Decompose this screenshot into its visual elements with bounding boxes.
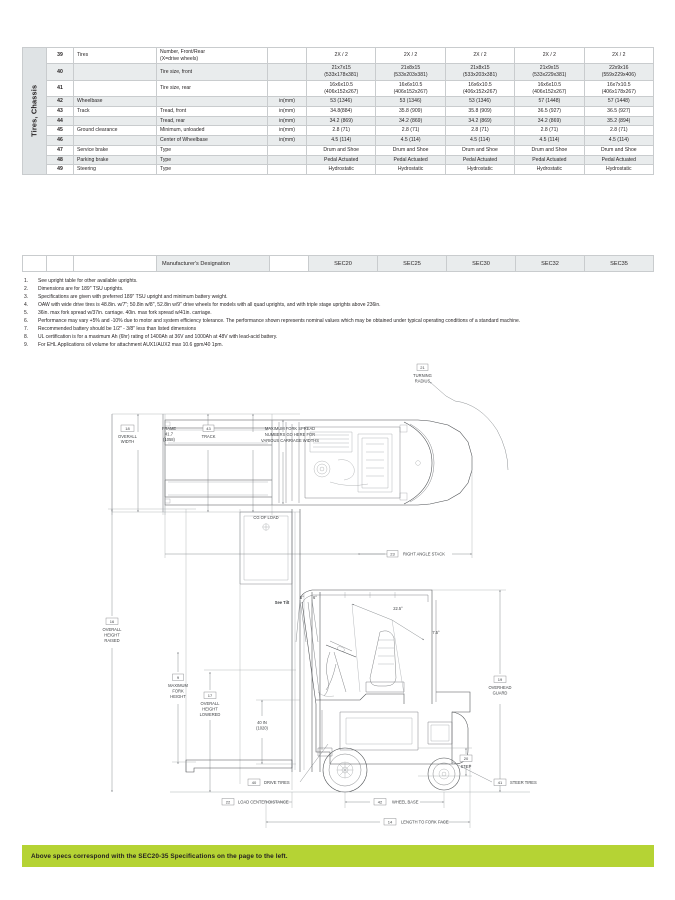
footnote-item: [24, 302, 642, 309]
row-value: 2.8 (71): [445, 126, 514, 136]
overall-width-num: 18: [125, 426, 130, 431]
footnote-number: 3.: [24, 293, 29, 300]
footnote-number: 1.: [24, 278, 29, 284]
manufacturer-designation-container: [22, 255, 654, 272]
row-value: 53 (1346): [307, 97, 376, 107]
row-number: 44: [47, 116, 74, 126]
ohl-line2: HEIGHT: [202, 706, 218, 712]
table-row: [23, 97, 654, 107]
footnote-number: 9.: [24, 341, 29, 348]
height-40in-line1: 40 IN: [257, 720, 267, 725]
row-unit: [268, 64, 307, 80]
row-unit: in(mm): [268, 107, 307, 117]
row-value: 34.2 (869): [515, 116, 584, 126]
row-value: Hydrostatic: [307, 165, 376, 175]
row-value: 21x9x15 (533x229x381): [515, 64, 584, 80]
row-unit: [268, 165, 307, 175]
row-value: 2.8 (71): [376, 126, 445, 136]
table-row: [23, 48, 654, 64]
row-value: 2X / 2: [515, 48, 584, 64]
row-value: 16x6x10.5 (406x152x267): [376, 80, 445, 96]
footnote-number: 7.: [24, 325, 29, 332]
manufacturer-designation-table: [22, 255, 654, 272]
row-label-secondary: Type: [157, 145, 268, 155]
row-value: 2X / 2: [445, 48, 514, 64]
category-label: Tires, Chassis: [29, 84, 39, 138]
row-number: 43: [47, 107, 74, 117]
row-value: 35.8 (909): [445, 107, 514, 117]
footnote-text: Performance may vary +5% and -10% due to motor and system efficiency tolerance. The performance shown represents nominal values which may be obtained under typical operating conditions of a standard machine.: [38, 317, 521, 324]
row-unit: in(mm): [268, 136, 307, 146]
row-value: 4.5 (114): [445, 136, 514, 146]
row-label-primary: Steering: [74, 165, 157, 175]
footnotes-list: [24, 278, 642, 350]
ohr-line3: RAISED: [104, 638, 120, 643]
row-value: 21x7x15 (533x178x381): [307, 64, 376, 80]
row-value: 36.5 (927): [515, 107, 584, 117]
row-number: 48: [47, 155, 74, 165]
row-label-primary: Service brake: [74, 145, 157, 155]
steer-tires-label: STEER TIRES: [510, 780, 537, 786]
row-value: Drum and Shoe: [376, 145, 445, 155]
row-value: 16x6x10.5 (406x152x267): [515, 80, 584, 96]
height-40in-line2: (1020): [256, 725, 268, 731]
row-number: 41: [47, 80, 74, 96]
load-center-label: LOAD CENTER DISTANCE: [238, 799, 289, 805]
footnote-text: Specifications are given with preferred 189" TSU upright and minimum battery weight.: [38, 293, 228, 300]
footnote-text: 36in. max fork spread w/37in. carriage. 40in. max fork spread w/41in. carriage.: [38, 309, 212, 316]
cat-blank: [23, 256, 47, 272]
technical-drawings: [0, 352, 675, 842]
angle-a-label: 22.5°: [393, 606, 403, 611]
top-view-dimensions: [112, 382, 508, 558]
angle-b-label: 7.5°: [432, 630, 440, 635]
manufacturer-designation-row: [23, 256, 654, 272]
category-cell: [23, 48, 47, 175]
footnote-item: [24, 278, 642, 285]
mfh-num: 9: [176, 675, 180, 680]
row-value: 16x7x10.5 (406x178x267): [584, 80, 653, 96]
track-num: 43: [206, 426, 211, 431]
turning-radius-line1: TURNING: [413, 373, 432, 378]
right-angle-stack-label: RIGHT ANGLE STACK: [403, 551, 445, 557]
footnote-text: Recommended battery should be 1/2" - 3/8" less than listed dimensions: [38, 325, 197, 332]
table-row: [23, 155, 654, 165]
footer-banner: [22, 845, 654, 867]
row-number: 45: [47, 126, 74, 136]
row-label-secondary: Type: [157, 165, 268, 175]
load-center-num: 22: [225, 799, 231, 805]
ohr-line2: HEIGHT: [104, 632, 120, 638]
row-value: Drum and Shoe: [515, 145, 584, 155]
ohl-num: 17: [207, 693, 213, 698]
row-value: 34.8(884): [307, 107, 376, 117]
row-unit: [268, 145, 307, 155]
row-unit: in(mm): [268, 126, 307, 136]
footnote-number: 2.: [24, 285, 29, 292]
row-value: Hydrostatic: [584, 165, 653, 175]
footnote-item: [24, 334, 642, 341]
row-value: 4.5 (114): [584, 136, 653, 146]
row-value: Hydrostatic: [515, 165, 584, 175]
row-value: Pedal Actuated: [307, 155, 376, 165]
row-label-primary: [74, 64, 157, 80]
turning-radius-num: 21: [420, 365, 425, 370]
right-angle-stack-num: 23: [390, 551, 395, 557]
footnote-number: 6.: [24, 317, 29, 324]
footnote-item: [24, 286, 642, 293]
row-label-primary: Wheelbase: [74, 97, 157, 107]
row-unit: in(mm): [268, 116, 307, 126]
footnote-item: [24, 326, 642, 333]
row-value: 16x6x10.5 (406x152x267): [307, 80, 376, 96]
turning-radius-line2: RADIUS: [414, 378, 431, 384]
model-column-header: SEC32: [516, 256, 585, 272]
row-number: 47: [47, 145, 74, 155]
table-row: [23, 136, 654, 146]
row-value: Pedal Actuated: [445, 155, 514, 165]
track-label: TRACK: [201, 434, 216, 439]
row-number: 42: [47, 97, 74, 107]
row-value: 35.8 (909): [376, 107, 445, 117]
side-view-machine: [170, 509, 530, 792]
footnote-number: 8.: [24, 333, 29, 340]
footnote-number: 4.: [24, 301, 29, 308]
footnote-number: 5.: [24, 309, 29, 316]
fork-spread-line2: NUMBERS GO HERE FOR: [264, 432, 316, 437]
footnote-text: For EHL Applications oil volume for attachment AUX1/AUX2 max 10.6 gpm/40 1pm.: [38, 341, 223, 348]
row-value: Drum and Shoe: [584, 145, 653, 155]
specifications-table-body: [23, 48, 654, 175]
row-value: 4.5 (114): [307, 136, 376, 146]
drive-tires-label: DRIVE TIRES: [264, 780, 290, 786]
top-view-labels: [118, 364, 445, 557]
row-label-primary: [74, 116, 157, 126]
overall-width-line1: OVERALL: [118, 434, 137, 439]
table-row: [23, 126, 654, 136]
overall-height-raised-num: 16: [109, 619, 115, 624]
frame-line2: 41.7: [165, 431, 173, 437]
step-num: 20: [463, 756, 469, 761]
table-row: [23, 80, 654, 96]
row-value: Pedal Actuated: [376, 155, 445, 165]
row-value: 53 (1346): [376, 97, 445, 107]
row-number: 40: [47, 64, 74, 80]
fork-spread-line1: MAXIMUM FORK SPREAD: [264, 426, 316, 431]
side-view-dimensions: [108, 509, 506, 828]
fork-spread-line3: VARIOUS CARRIAGE WIDTHS: [261, 438, 319, 443]
ohg-line1: OVERHEAD: [488, 685, 512, 690]
row-unit: [268, 80, 307, 96]
row-value: 21x8x15 (533x203x381): [376, 64, 445, 80]
row-value: Hydrostatic: [376, 165, 445, 175]
model-column-header: SEC30: [447, 256, 516, 272]
table-row: [23, 107, 654, 117]
footnote-item: [24, 294, 642, 301]
ohr-line1: OVERALL: [102, 627, 122, 632]
see-tilt-label: See Tilt: [274, 600, 290, 605]
row-label-primary: Ground clearance: [74, 126, 157, 136]
model-column-header: SEC35: [585, 256, 654, 272]
row-value: Hydrostatic: [445, 165, 514, 175]
row-value: Pedal Actuated: [515, 155, 584, 165]
row-number: 46: [47, 136, 74, 146]
specifications-table-container: [22, 47, 654, 175]
tilt-back-label: 6°: [313, 595, 317, 600]
top-view-machine: [165, 420, 472, 505]
mfh-line2: FORK: [172, 688, 184, 694]
row-value: 21x8x15 (533x203x381): [445, 64, 514, 80]
row-label-secondary: Type: [157, 155, 268, 165]
row-label-secondary: Tire size, rear: [157, 80, 268, 96]
ohg-line2: GUARD: [492, 690, 508, 696]
row-value: 2.8 (71): [584, 126, 653, 136]
row-value: 2X / 2: [584, 48, 653, 64]
row-value: Pedal Actuated: [584, 155, 653, 165]
specifications-table: [22, 47, 654, 175]
model-column-header: SEC25: [378, 256, 447, 272]
footnote-item: [24, 310, 642, 317]
length-fork-face-num: 14: [387, 819, 393, 825]
mfh-line3: HEIGHT: [170, 694, 186, 699]
footnote-text: UL certification is for a maximum Ah (6hr) rating of 1400Ah at 36V and 1000Ah at 48V with lead-acid battery.: [38, 333, 278, 340]
row-value: 4.5 (114): [515, 136, 584, 146]
row-label-primary: [74, 80, 157, 96]
row-label-secondary: Minimum, unloaded: [157, 126, 268, 136]
mfh-line1: MAXIMUM: [168, 683, 188, 688]
footnote-item: [24, 318, 642, 325]
row-label-secondary: Tread, front: [157, 107, 268, 117]
manufacturer-designation-label: Manufacturer's Designation: [157, 256, 270, 272]
table-row: [23, 145, 654, 155]
row-value: Drum and Shoe: [307, 145, 376, 155]
row-unit: [268, 155, 307, 165]
manufacturer-designation-body: [23, 256, 654, 272]
table-row: [23, 64, 654, 80]
row-value: 35.2 (894): [584, 116, 653, 126]
num-blank: [47, 256, 74, 272]
row-label-primary: Track: [74, 107, 157, 117]
footnote-text: Dimensions are for 189" TSU uprights.: [38, 285, 124, 292]
wheel-base-label: WHEEL BASE: [392, 799, 419, 805]
footer-banner-text: Above specs correspond with the SEC20-35 Specifications on the page to the left.: [31, 852, 288, 860]
steer-tires-num: 41: [497, 780, 503, 785]
row-label-primary: Parking brake: [74, 155, 157, 165]
forklift-drawings-svg: [0, 352, 675, 842]
frame-line3: (1058): [163, 437, 175, 442]
row-unit: [268, 48, 307, 64]
row-value: 57 (1448): [584, 97, 653, 107]
row-label-secondary: Tire size, front: [157, 64, 268, 80]
row-value: 2X / 2: [307, 48, 376, 64]
row-number: 49: [47, 165, 74, 175]
row-value: 34.2 (869): [445, 116, 514, 126]
ohg-num: 19: [497, 677, 503, 682]
drive-tires-num: 40: [251, 780, 257, 785]
row-label-secondary: [157, 97, 268, 107]
row-value: Drum and Shoe: [445, 145, 514, 155]
row-value: 2.8 (71): [515, 126, 584, 136]
row-value: 22x9x16 (559x229x406): [584, 64, 653, 80]
footnote-item: [24, 342, 642, 349]
row-label-secondary: Number, Front/Rear (X=drive wheels): [157, 48, 268, 64]
row-value: 53 (1346): [445, 97, 514, 107]
row-value: 16x6x10.5 (406x152x267): [445, 80, 514, 96]
cg-of-load-label: CG OF LOAD: [253, 515, 279, 520]
row-value: 2.8 (71): [307, 126, 376, 136]
table-row: [23, 165, 654, 175]
row-label-primary: [74, 136, 157, 146]
model-column-header: SEC20: [309, 256, 378, 272]
step-label: STEP: [460, 764, 472, 769]
wheel-base-num: 42: [377, 799, 383, 805]
row-number: 39: [47, 48, 74, 64]
footnote-text: OAW with wide drive tires is 48.8in. w/7"; 50.8in w/8", 52.8in w/9" drive wheels for models with all quad uprights, and with triple stage uprights above 236in.: [38, 301, 381, 308]
length-fork-face-label: LENGTH TO FORK FACE: [401, 819, 449, 825]
row-label-secondary: Center of Wheelbase: [157, 136, 268, 146]
frame-line1: FRAME: [161, 426, 177, 431]
row-label-primary: Tires: [74, 48, 157, 64]
unit-blank: [270, 256, 309, 272]
footnote-text: See upright table for other available uprights.: [38, 278, 138, 284]
table-row: [23, 116, 654, 126]
row-value: 4.5 (114): [376, 136, 445, 146]
row-value: 34.2 (869): [307, 116, 376, 126]
row-value: 2X / 2: [376, 48, 445, 64]
row-value: 57 (1448): [515, 97, 584, 107]
row-label-secondary: Tread, rear: [157, 116, 268, 126]
row-unit: in(mm): [268, 97, 307, 107]
row-value: 36.5 (927): [584, 107, 653, 117]
lbl-blank: [74, 256, 157, 272]
overall-width-line2: WIDTH: [120, 439, 135, 444]
row-value: 34.2 (869): [376, 116, 445, 126]
tilt-fwd-label: 5°: [300, 595, 304, 600]
ohl-line3: LOWERED: [199, 712, 221, 717]
ohl-line1: OVERALL: [200, 701, 220, 706]
